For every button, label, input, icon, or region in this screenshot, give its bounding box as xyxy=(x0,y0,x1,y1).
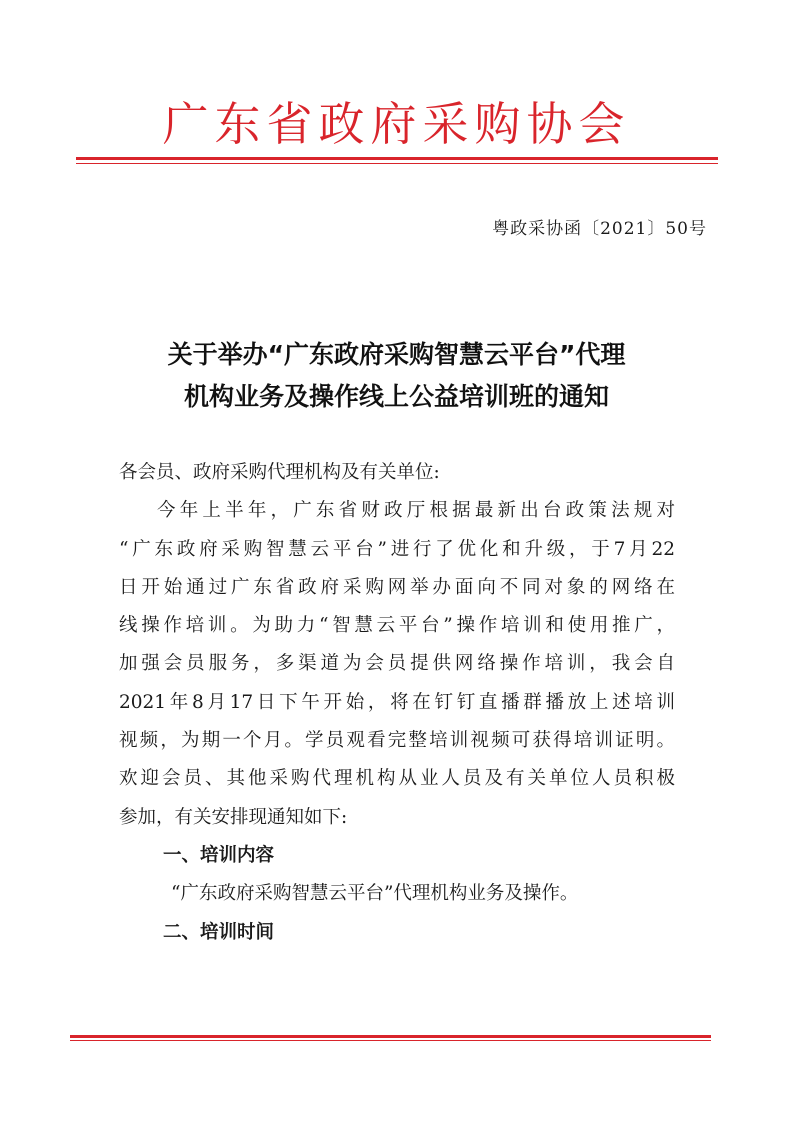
letterhead-title: 广东省政府采购协会 xyxy=(162,97,631,151)
paragraph-line: 加强会员服务，多渠道为会员提供网络操作培训，我会自 xyxy=(119,653,675,675)
document-number: 粤政采协函〔2021〕50号 xyxy=(492,219,707,239)
paragraph-line: 日开始通过广东省政府采购网举办面向不同对象的网络在 xyxy=(119,576,675,598)
paragraph-line: “广东政府采购智慧云平台”进行了优化和升级，于7月22 xyxy=(119,538,675,560)
document-title-line-1: 关于举办“广东政府采购智慧云平台”代理 xyxy=(167,340,626,369)
paragraph-line: 今年上半年，广东省财政厅根据最新出台政策法规对 xyxy=(157,500,675,522)
section-heading-2: 二、培训时间 xyxy=(163,921,275,943)
paragraph-line: 2021年8月17日下午开始，将在钉钉直播群播放上述培训 xyxy=(119,691,675,713)
letterhead-divider-thin xyxy=(76,163,718,164)
salutation: 各会员、政府采购代理机构及有关单位: xyxy=(119,462,440,483)
paragraph-line: 视频，为期一个月。学员观看完整培训视频可获得培训证明。 xyxy=(119,730,675,752)
document-body xyxy=(119,454,675,952)
letterhead-divider-thick xyxy=(76,157,718,160)
document-title xyxy=(0,334,793,418)
section-content-1: “广东政府采购智慧云平台”代理机构业务及操作。 xyxy=(171,883,579,905)
paragraph-line: 线操作培训。为助力“智慧云平台”操作培训和使用推广， xyxy=(119,615,675,637)
footer-divider-thin xyxy=(70,1040,711,1041)
paragraph-line: 欢迎会员、其他采购代理机构从业人员及有关单位人员积极 xyxy=(119,768,675,790)
paragraph-line: 参加，有关安排现通知如下: xyxy=(119,806,348,828)
footer-divider-thick xyxy=(70,1035,711,1038)
document-title-line-2: 机构业务及操作线上公益培训班的通知 xyxy=(183,382,609,411)
section-heading-1: 一、培训内容 xyxy=(163,844,275,866)
